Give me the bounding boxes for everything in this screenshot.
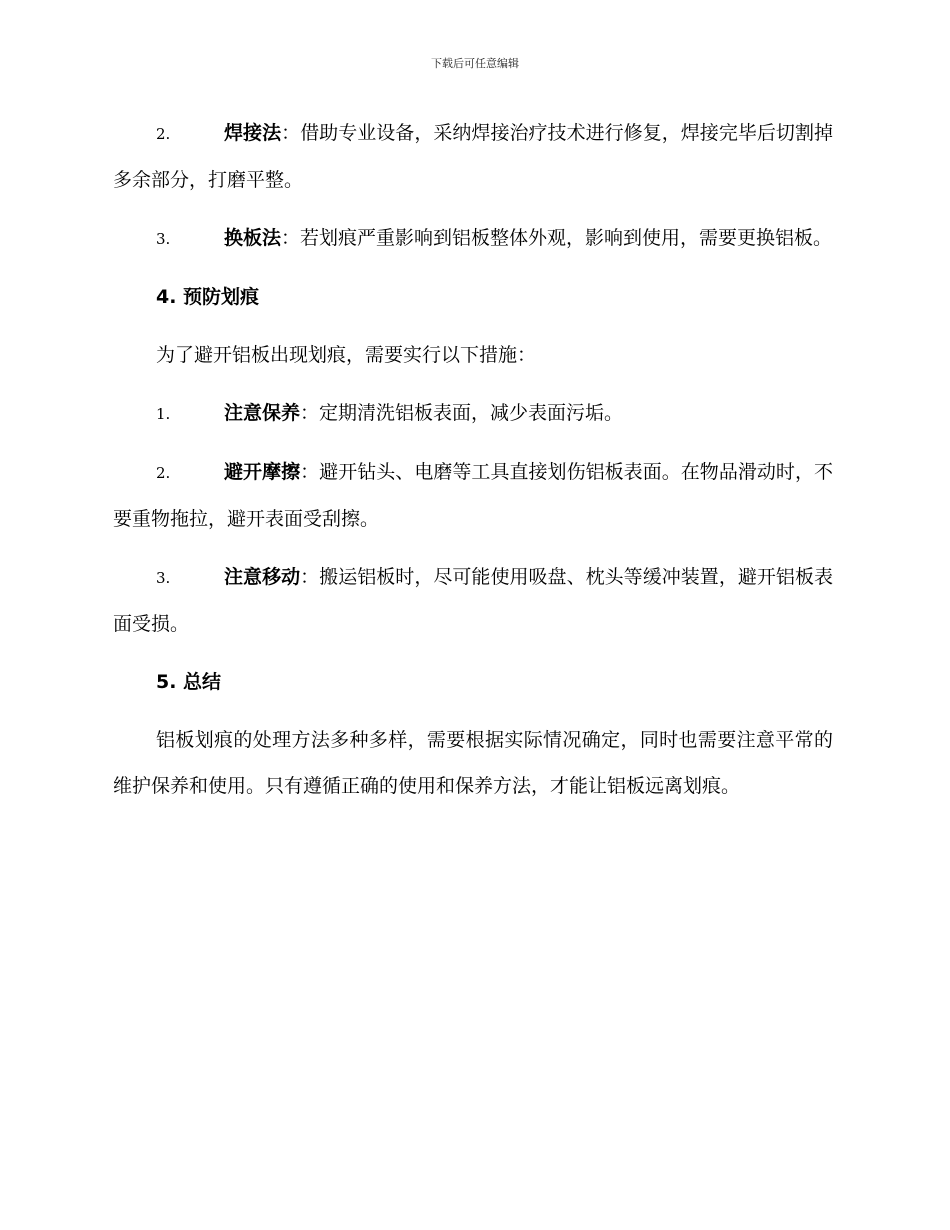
list-number: 2. [156,464,171,482]
list-text: ：借助专业设备，采纳焊接治疗技术进行修复，焊接完毕后切割掉多余部分，打磨平整。 [113,122,833,191]
list-number: 3. [156,569,171,587]
list-number: 1. [156,405,171,423]
section-heading: 4. 预防划痕 [156,286,260,308]
list-item [113,390,833,437]
document-body [113,110,833,821]
list-term: 焊接法 [224,122,282,144]
list-number: 2. [156,125,171,143]
page-header: 下载后可任意编辑 [431,57,519,70]
list-term: 注意移动 [224,566,301,588]
list-item [113,449,833,542]
list-text: ：避开钻头、电磨等工具直接划伤铝板表面。在物品滑动时，不要重物拖拉，避开表面受刮擦。 [113,461,833,530]
list-number: 3. [156,230,171,248]
list-text: ：若划痕严重影响到铝板整体外观，影响到使用，需要更换铝板。 [281,227,833,249]
list-item [113,215,833,262]
list-text: ：搬运铝板时，尽可能使用吸盘、枕头等缓冲装置，避开铝板表面受损。 [113,566,833,635]
section-heading: 5. 总结 [156,671,222,693]
section-intro: 为了避开铝板出现划痕，需要实行以下措施： [156,344,537,366]
list-term: 注意保养 [224,402,301,424]
summary-paragraph: 铝板划痕的处理方法多种多样，需要根据实际情况确定，同时也需要注意平常的维护保养和使用。只有遵循正确的使用和保养方法，才能让铝板远离划痕。 [113,729,833,797]
list-item [113,110,833,203]
list-item [113,554,833,647]
list-term: 换板法 [224,227,282,249]
list-text: ：定期清洗铝板表面，减少表面污垢。 [300,402,624,424]
list-term: 避开摩擦 [224,461,301,483]
